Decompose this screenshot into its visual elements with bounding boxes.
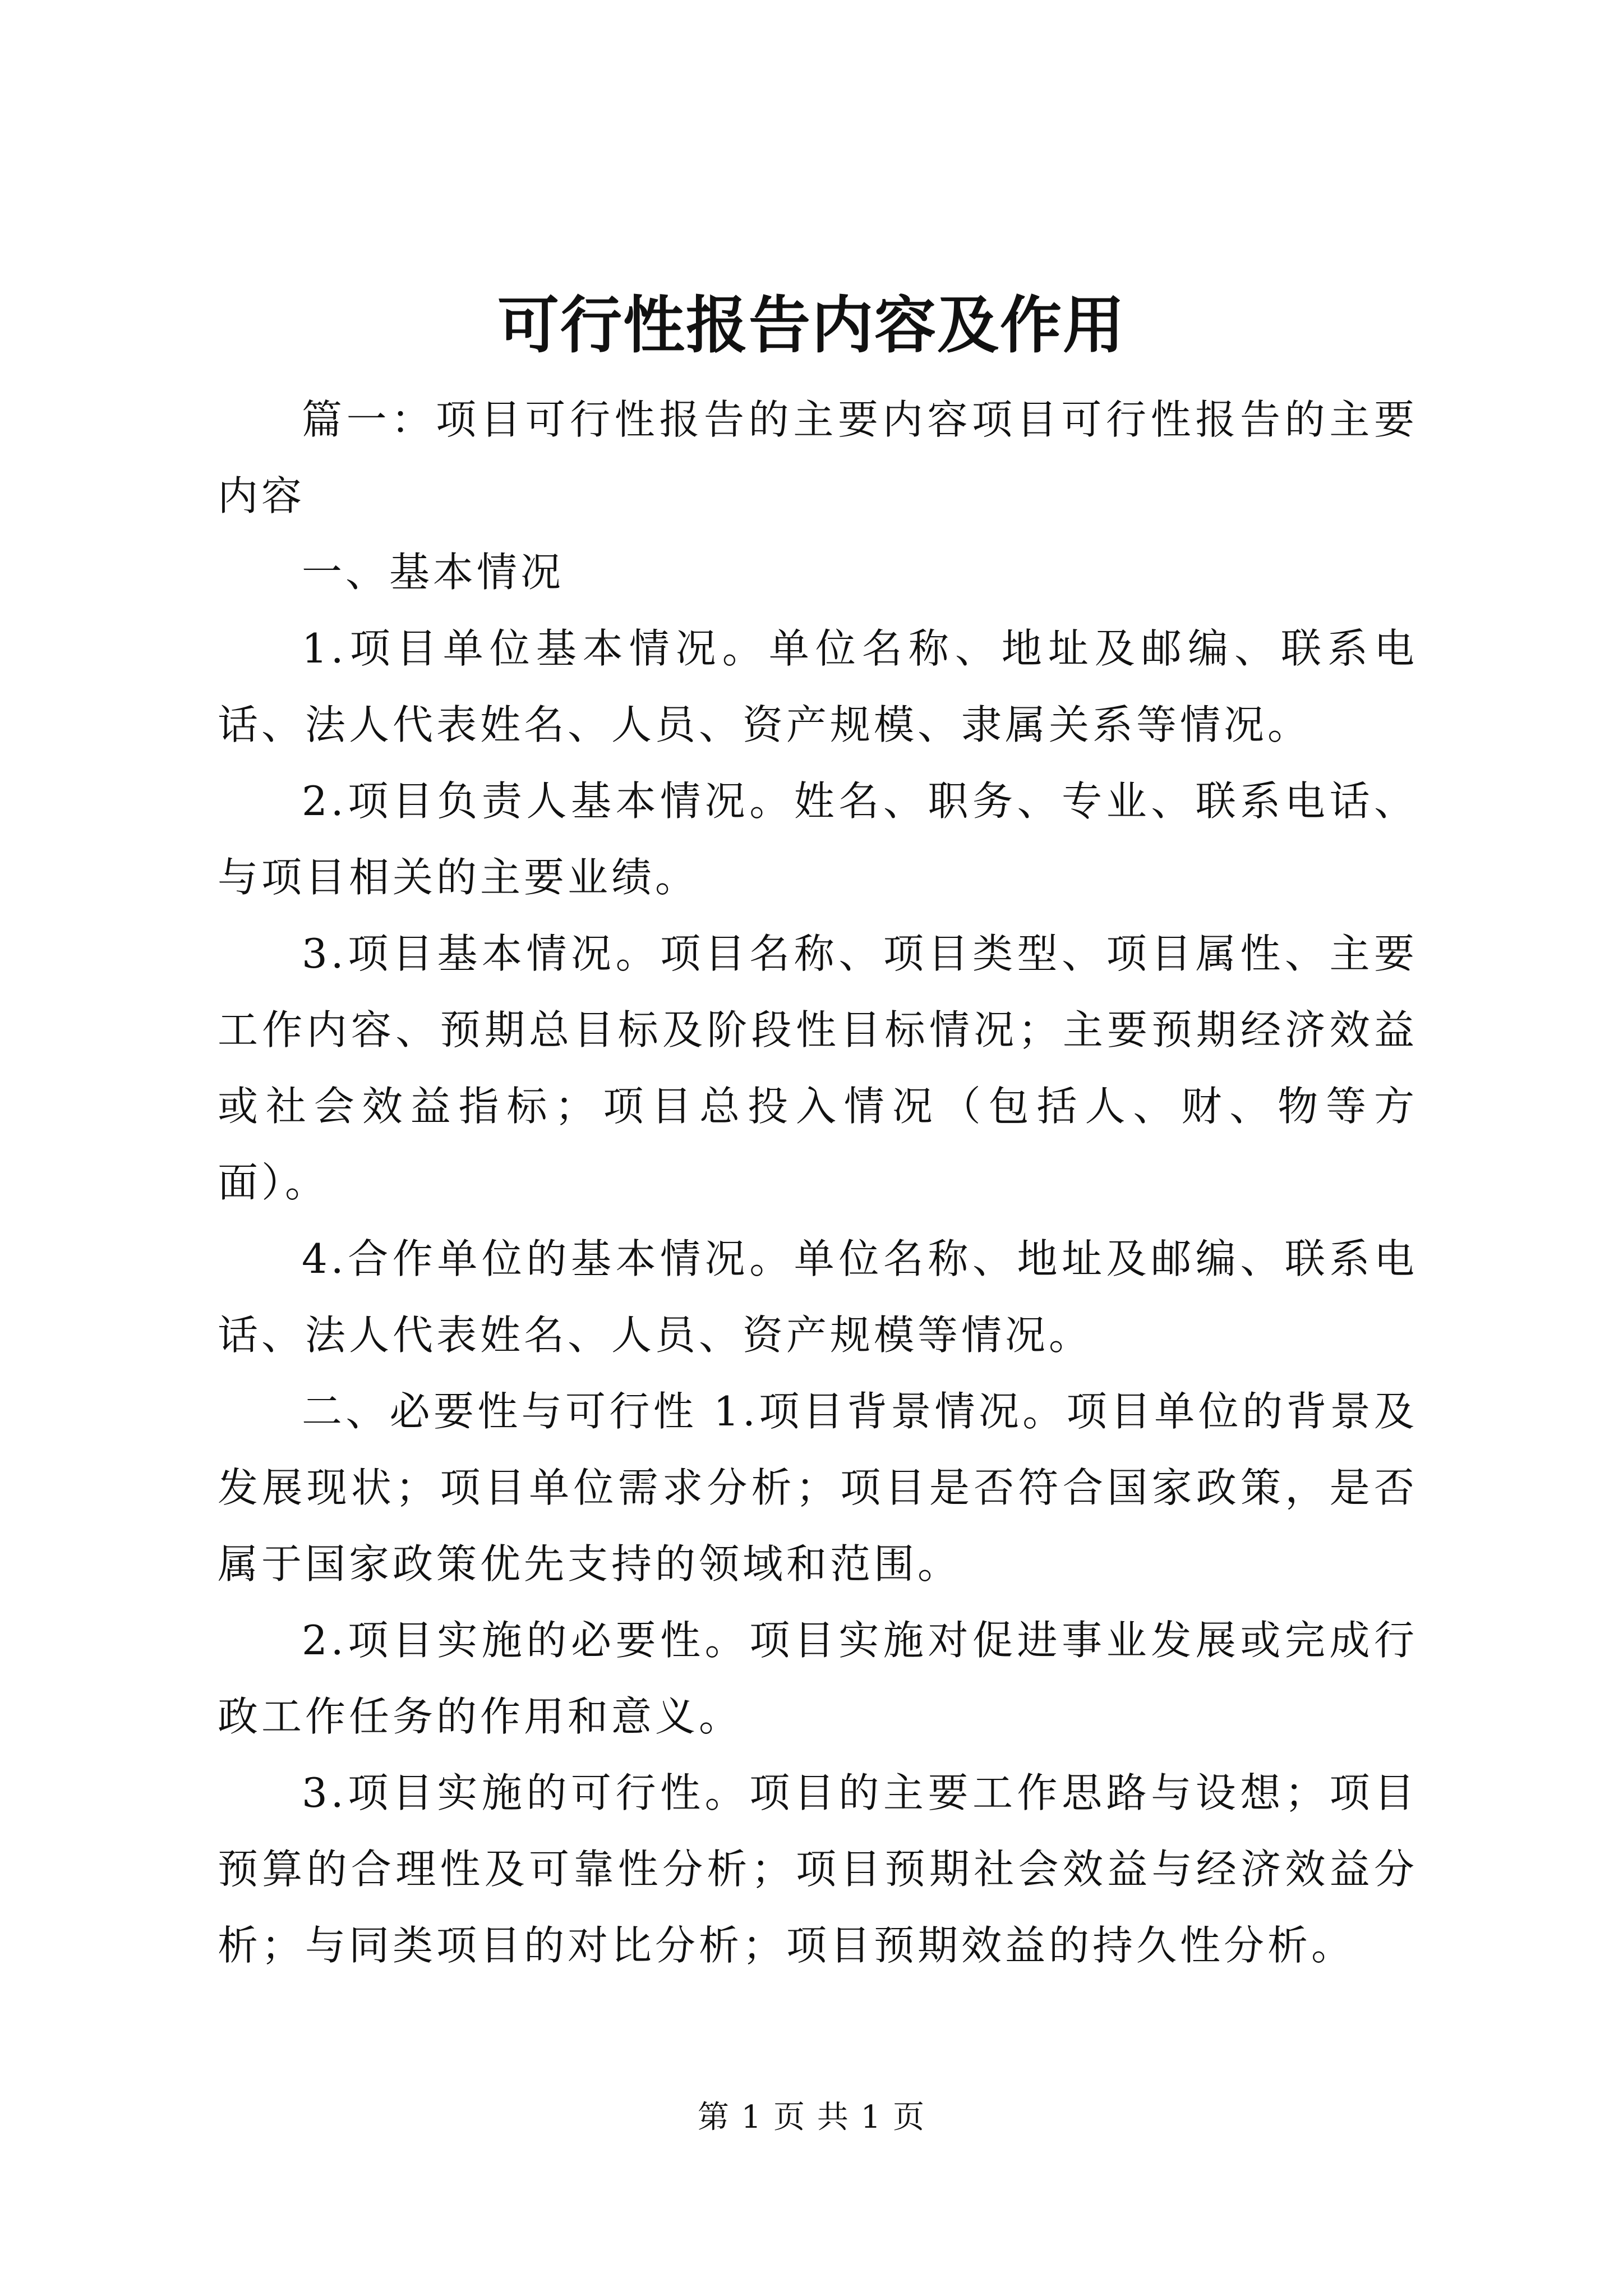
paragraph-necessity-background: 二、必要性与可行性 1.项目背景情况。项目单位的背景及发展现状；项目单位需求分析；项目是否符合国家政策，是否属于国家政策优先支持的领域和范围。 (218, 1388, 1418, 1588)
paragraph-intro: 篇一：项目可行性报告的主要内容项目可行性报告的主要内容 (218, 396, 1418, 519)
paragraph-feasibility: 3.项目实施的可行性。项目的主要工作思路与设想；项目预算的合理性及可靠性分析；项目预期社会效益与经济效益分析；与同类项目的对比分析；项目预期效益的持久性分析。 (218, 1769, 1418, 1969)
paragraph-leader-info: 2.项目负责人基本情况。姓名、职务、专业、联系电话、与项目相关的主要业绩。 (218, 777, 1418, 901)
paragraph-project-info: 3.项目基本情况。项目名称、项目类型、项目属性、主要工作内容、预期总目标及阶段性目标情况；主要预期经济效益或社会效益指标；项目总投入情况（包括人、财、物等方面）。 (218, 930, 1418, 1206)
heading-basic-info: 一、基本情况 (302, 549, 565, 596)
paragraph-partner-info: 4.合作单位的基本情况。单位名称、地址及邮编、联系电话、法人代表姓名、人员、资产规模等情况。 (218, 1235, 1418, 1359)
paragraph-unit-info: 1.项目单位基本情况。单位名称、地址及邮编、联系电话、法人代表姓名、人员、资产规模、隶属关系等情况。 (218, 625, 1418, 748)
document-body (218, 381, 1418, 1984)
page-footer: 第 1 页 共 1 页 (697, 2099, 926, 2136)
document-title: 可行性报告内容及作用 (497, 289, 1126, 361)
paragraph-necessity: 2.项目实施的必要性。项目实施对促进事业发展或完成行政工作任务的作用和意义。 (218, 1617, 1418, 1740)
